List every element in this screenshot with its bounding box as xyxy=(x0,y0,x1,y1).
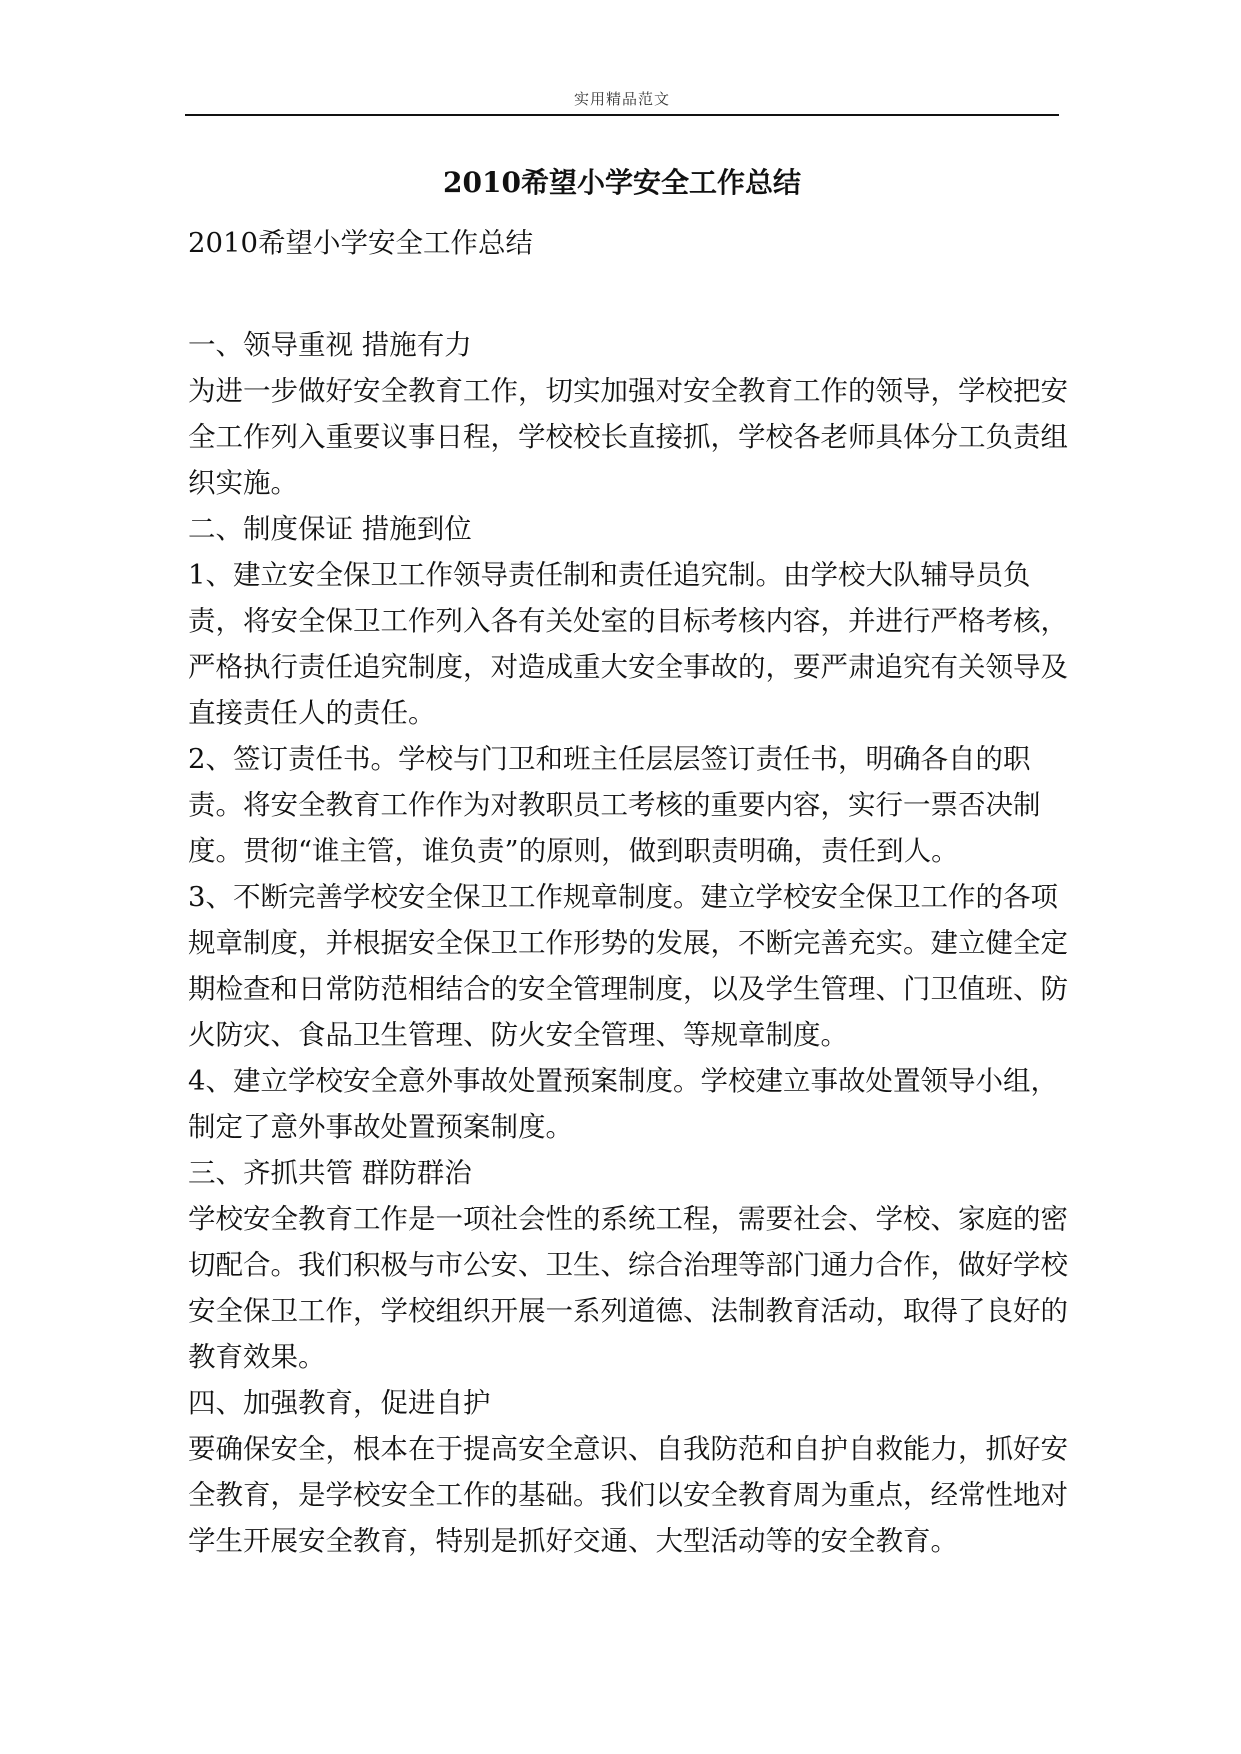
section-heading-2: 二、制度保证 措施到位 xyxy=(188,513,472,545)
running-header: 实用精品范文 xyxy=(573,90,670,108)
section-heading-1: 一、领导重视 措施有力 xyxy=(188,329,472,361)
body-paragraph: 4、建立学校安全意外事故处置预案制度。学校建立事故处置领导小组，制定了意外事故处置预案制度。 xyxy=(188,1065,1058,1143)
body-paragraph: 1、建立安全保卫工作领导责任制和责任追究制。由学校大队辅导员负责，将安全保卫工作列入各有关处室的目标考核内容，并进行严格考核，严格执行责任追究制度，对造成重大安全事故的，要严肃追究有关领导及直接责任人的责任。 xyxy=(188,559,1068,729)
body-paragraph: 学校安全教育工作是一项社会性的系统工程，需要社会、学校、家庭的密切配合。我们积极与市公安、卫生、综合治理等部门通力合作，做好学校安全保卫工作，学校组织开展一系列道德、法制教育活动，取得了良好的教育效果。 xyxy=(188,1203,1068,1373)
header-divider xyxy=(185,114,1059,116)
blank-line xyxy=(188,266,1068,322)
body-paragraph: 2、签订责任书。学校与门卫和班主任层层签订责任书，明确各自的职责。将安全教育工作作为对教职员工考核的重要内容，实行一票否决制度。贯彻“谁主管，谁负责”的原则，做到职责明确，责任到人。 xyxy=(188,743,1041,867)
section-heading-4: 四、加强教育，促进自护 xyxy=(188,1387,491,1419)
document-subtitle: 2010希望小学安全工作总结 xyxy=(188,227,533,259)
body-paragraph: 要确保安全，根本在于提高安全意识、自我防范和自护自救能力，抓好安全教育，是学校安全工作的基础。我们以安全教育周为重点，经常性地对学生开展安全教育，特别是抓好交通、大型活动等的安全教育。 xyxy=(188,1433,1068,1557)
section-heading-3: 三、齐抓共管 群防群治 xyxy=(188,1157,472,1189)
document-title: 2010希望小学安全工作总结 xyxy=(443,166,801,199)
document-body xyxy=(188,220,1068,1564)
body-paragraph: 3、不断完善学校安全保卫工作规章制度。建立学校安全保卫工作的各项规章制度，并根据安全保卫工作形势的发展，不断完善充实。建立健全定期检查和日常防范相结合的安全管理制度，以及学生管理、门卫值班、防火防灾、食品卫生管理、防火安全管理、等规章制度。 xyxy=(188,881,1068,1051)
body-paragraph: 为进一步做好安全教育工作，切实加强对安全教育工作的领导，学校把安全工作列入重要议事日程，学校校长直接抓，学校各老师具体分工负责组织实施。 xyxy=(188,375,1068,499)
